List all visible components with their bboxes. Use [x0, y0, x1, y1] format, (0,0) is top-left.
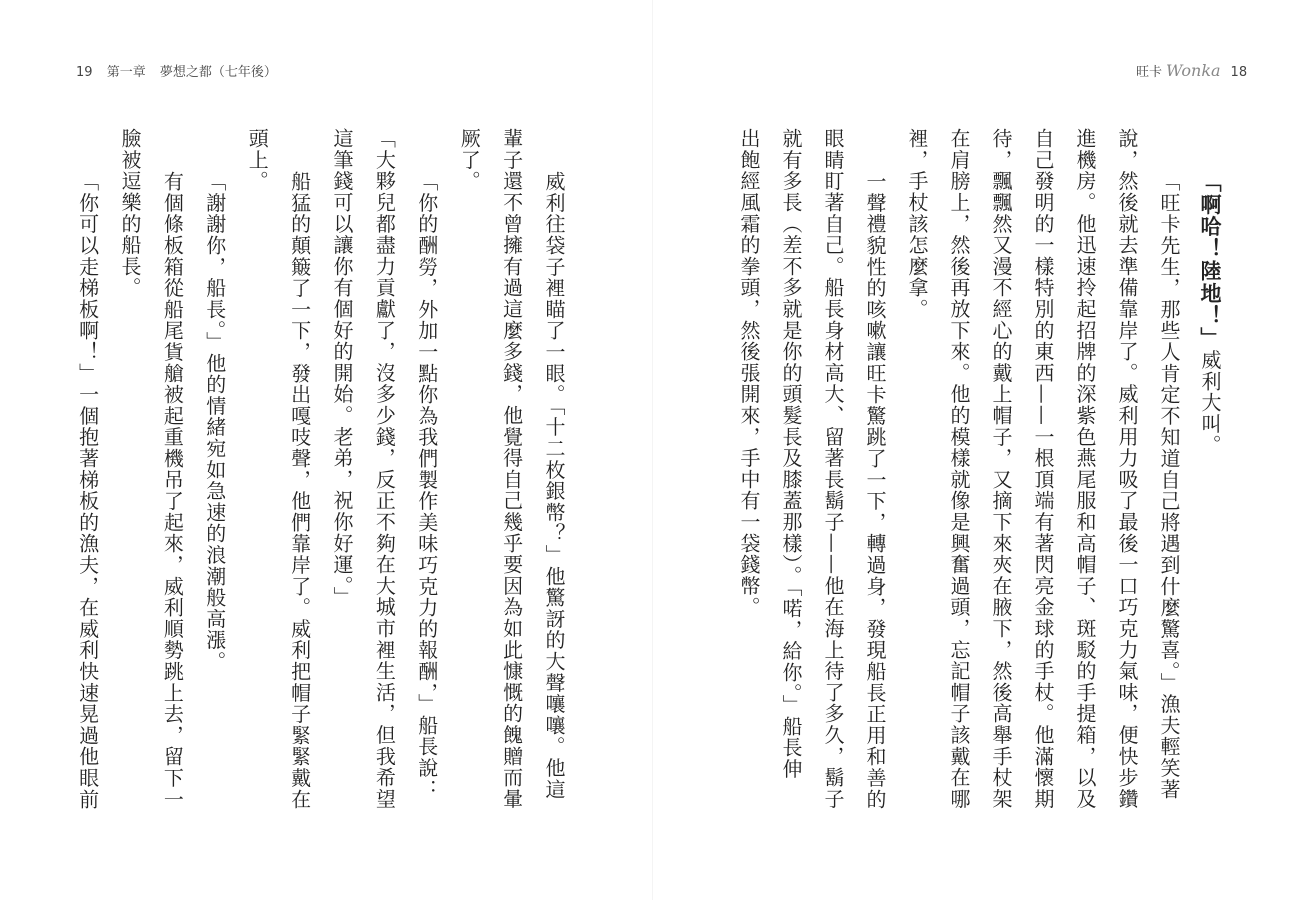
right-page-text-column: 在肩膀上，然後再放下來。他的模樣就像是興奮過頭，忘記帽子該戴在哪	[947, 128, 971, 810]
right-page-column-exclamation	[1199, 128, 1221, 455]
left-page-text-column: 「你的酬勞，外加一點你為我們製作美味巧克力的報酬，」船長說：	[414, 170, 439, 800]
left-page-text-column: 「大夥兒都盡力貢獻了，沒多少錢，反正不夠在大城市裡生活，但我希望	[372, 128, 397, 810]
right-page-text-column: 一聲禮貌性的咳嗽讓旺卡驚跳了一下，轉過身，發現船長正用和善的	[863, 170, 887, 810]
book-title: 旺卡	[1136, 65, 1163, 80]
left-running-header	[76, 61, 287, 80]
left-page-text-column: 厥了。	[457, 128, 482, 192]
left-page-text-column: 有個條板箱從船尾貨艙被起重機吊了起來，威利順勢跳上去，留下一	[160, 170, 185, 810]
left-page-number: 19	[76, 65, 93, 80]
right-page-text-column: 裡，手杖該怎麼拿。	[905, 128, 929, 320]
right-page-text-column: 出飽經風霜的拳頭，然後張開來，手中有一袋錢幣。	[737, 128, 761, 618]
right-page-text-column: 「旺卡先生，那些人肯定不知道自己將遇到什麼驚喜。」漁夫輕笑著	[1157, 170, 1181, 800]
left-page-text-column: 頭上。	[245, 128, 270, 192]
left-page-text-column: 「你可以走梯板啊！」一個抱著梯板的漁夫，在威利快速晃過他眼前	[75, 170, 100, 810]
left-page-text-column: 輩子還不曾擁有過這麼多錢，他覺得自己幾乎要因為如此慷慨的餽贈而暈	[499, 128, 524, 810]
exclamation-tail: 威利大叫。	[1198, 348, 1222, 456]
left-page-text-column: 這筆錢可以讓你有個好的開始。老弟，祝你好運。」	[330, 128, 354, 608]
right-page-number: 18	[1230, 65, 1248, 80]
left-page-text-column: 船猛的顛簸了一下，發出嘎吱聲，他們靠岸了。威利把帽子緊緊戴在	[287, 170, 312, 810]
right-page-text-column: 說，然後就去準備靠岸了。威利用力吸了最後一口巧克力氣味，便快步鑽	[1115, 128, 1139, 810]
left-page-text-column: 臉被逗樂的船長。	[118, 128, 142, 299]
right-page-text-column: 待，飄飄然又漫不經心的戴上帽子，又摘下來夾在腋下，然後高舉手杖架	[989, 128, 1013, 810]
right-running-header	[1136, 61, 1257, 80]
right-page-text-column: 眼睛盯著自己。船長身材高大、留著長鬍子——他在海上待了多久，鬍子	[821, 128, 845, 810]
right-page-text-column: 就有多長（差不多就是你的頭髮長及膝蓋那樣）。「喏，給你。」船長伸	[779, 128, 803, 780]
page-gutter	[652, 0, 653, 900]
left-page-text-column: 威利往袋子裡瞄了一眼。「十二枚銀幣？」他驚訝的大聲嚷嚷。他這	[542, 170, 566, 800]
right-page-text-column: 自己發明的一樣特別的東西——一根頂端有著閃亮金球的手杖。他滿懷期	[1031, 128, 1055, 810]
chapter-label: 第一章	[106, 65, 146, 80]
right-page-text-column: 進機房。他迅速拎起招牌的深紫色燕尾服和高帽子、斑駁的手提箱，以及	[1073, 128, 1097, 810]
chapter-title: 夢想之都（七年後）	[159, 65, 277, 80]
exclamation-text: 「啊哈！陸地！」	[1198, 170, 1222, 349]
wonka-logo: Wonka	[1166, 61, 1221, 80]
left-page-text-column: 「謝謝你，船長。」他的情緒宛如急速的浪潮般高漲。	[202, 170, 227, 672]
